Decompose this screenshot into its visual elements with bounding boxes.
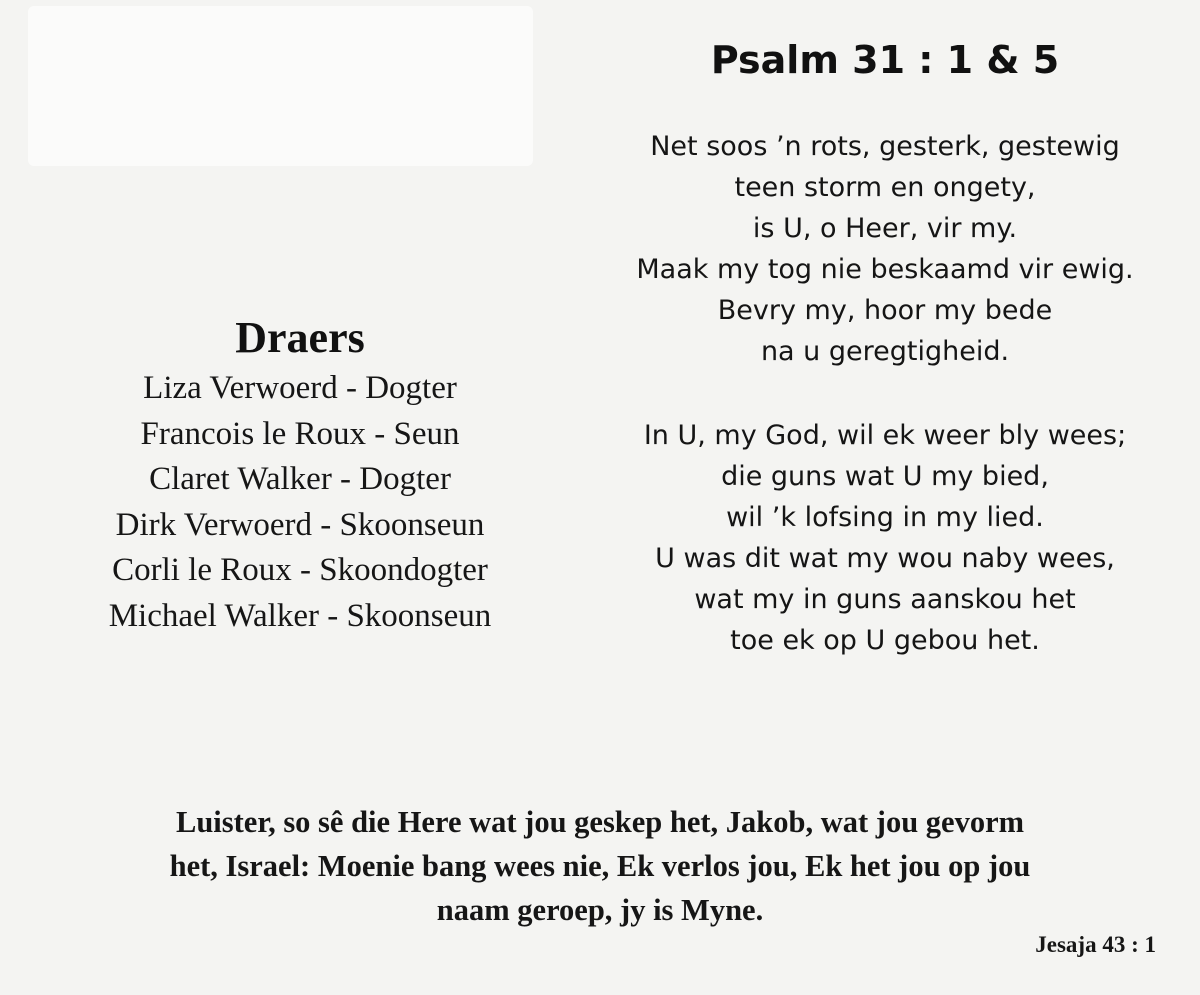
bearer-name: Liza Verwoerd - Dogter <box>143 370 457 406</box>
bearer-name: Claret Walker - Dogter <box>149 461 451 497</box>
psalm-line: In U, my God, wil ek weer bly wees; <box>643 420 1127 451</box>
verse-line: het, Israel: Moenie bang wees nie, Ek verlos jou, Ek het jou op jou <box>169 849 1031 883</box>
scripture-verse <box>20 800 1180 932</box>
bearer-name: Francois le Roux - Seun <box>140 415 460 452</box>
erased-text-area <box>28 6 533 166</box>
psalm-line: Bevry my, hoor my bede <box>717 295 1053 326</box>
verse-line: Luister, so sê die Here wat jou geskep het, Jakob, wat jou gevorm <box>175 805 1025 839</box>
psalm-stanza-1 <box>590 126 1180 372</box>
bearers-section <box>30 310 570 639</box>
psalm-line: wat my in guns aanskou het <box>694 584 1076 615</box>
psalm-line: teen storm en ongety, <box>734 172 1036 203</box>
psalm-title: Psalm 31 : 1 & 5 <box>710 38 1060 82</box>
psalm-line: is U, o Heer, vir my. <box>752 213 1018 244</box>
psalm-line: toe ek op U gebou het. <box>730 625 1040 656</box>
bearer-name: Michael Walker - Skoonseun <box>108 597 492 634</box>
psalm-line: na u geregtigheid. <box>760 336 1010 367</box>
psalm-line: Maak my tog nie beskaamd vir ewig. <box>636 254 1134 285</box>
bearer-name: Dirk Verwoerd - Skoonseun <box>115 506 485 543</box>
bearers-heading: Draers <box>235 313 365 362</box>
bearers-list <box>30 366 570 639</box>
verse-reference: Jesaja 43 : 1 <box>1035 932 1156 957</box>
psalm-line: die guns wat U my bied, <box>721 461 1049 492</box>
psalm-line: U was dit wat my wou naby wees, <box>655 543 1115 574</box>
psalm-stanza-2 <box>590 415 1180 661</box>
bearer-name: Corli le Roux - Skoondogter <box>112 552 488 588</box>
psalm-line: wil ’k lofsing in my lied. <box>726 502 1044 533</box>
verse-line: naam geroep, jy is Myne. <box>436 893 764 927</box>
psalm-section <box>590 32 1180 661</box>
psalm-line: Net soos ’n rots, gesterk, gestewig <box>650 131 1120 162</box>
